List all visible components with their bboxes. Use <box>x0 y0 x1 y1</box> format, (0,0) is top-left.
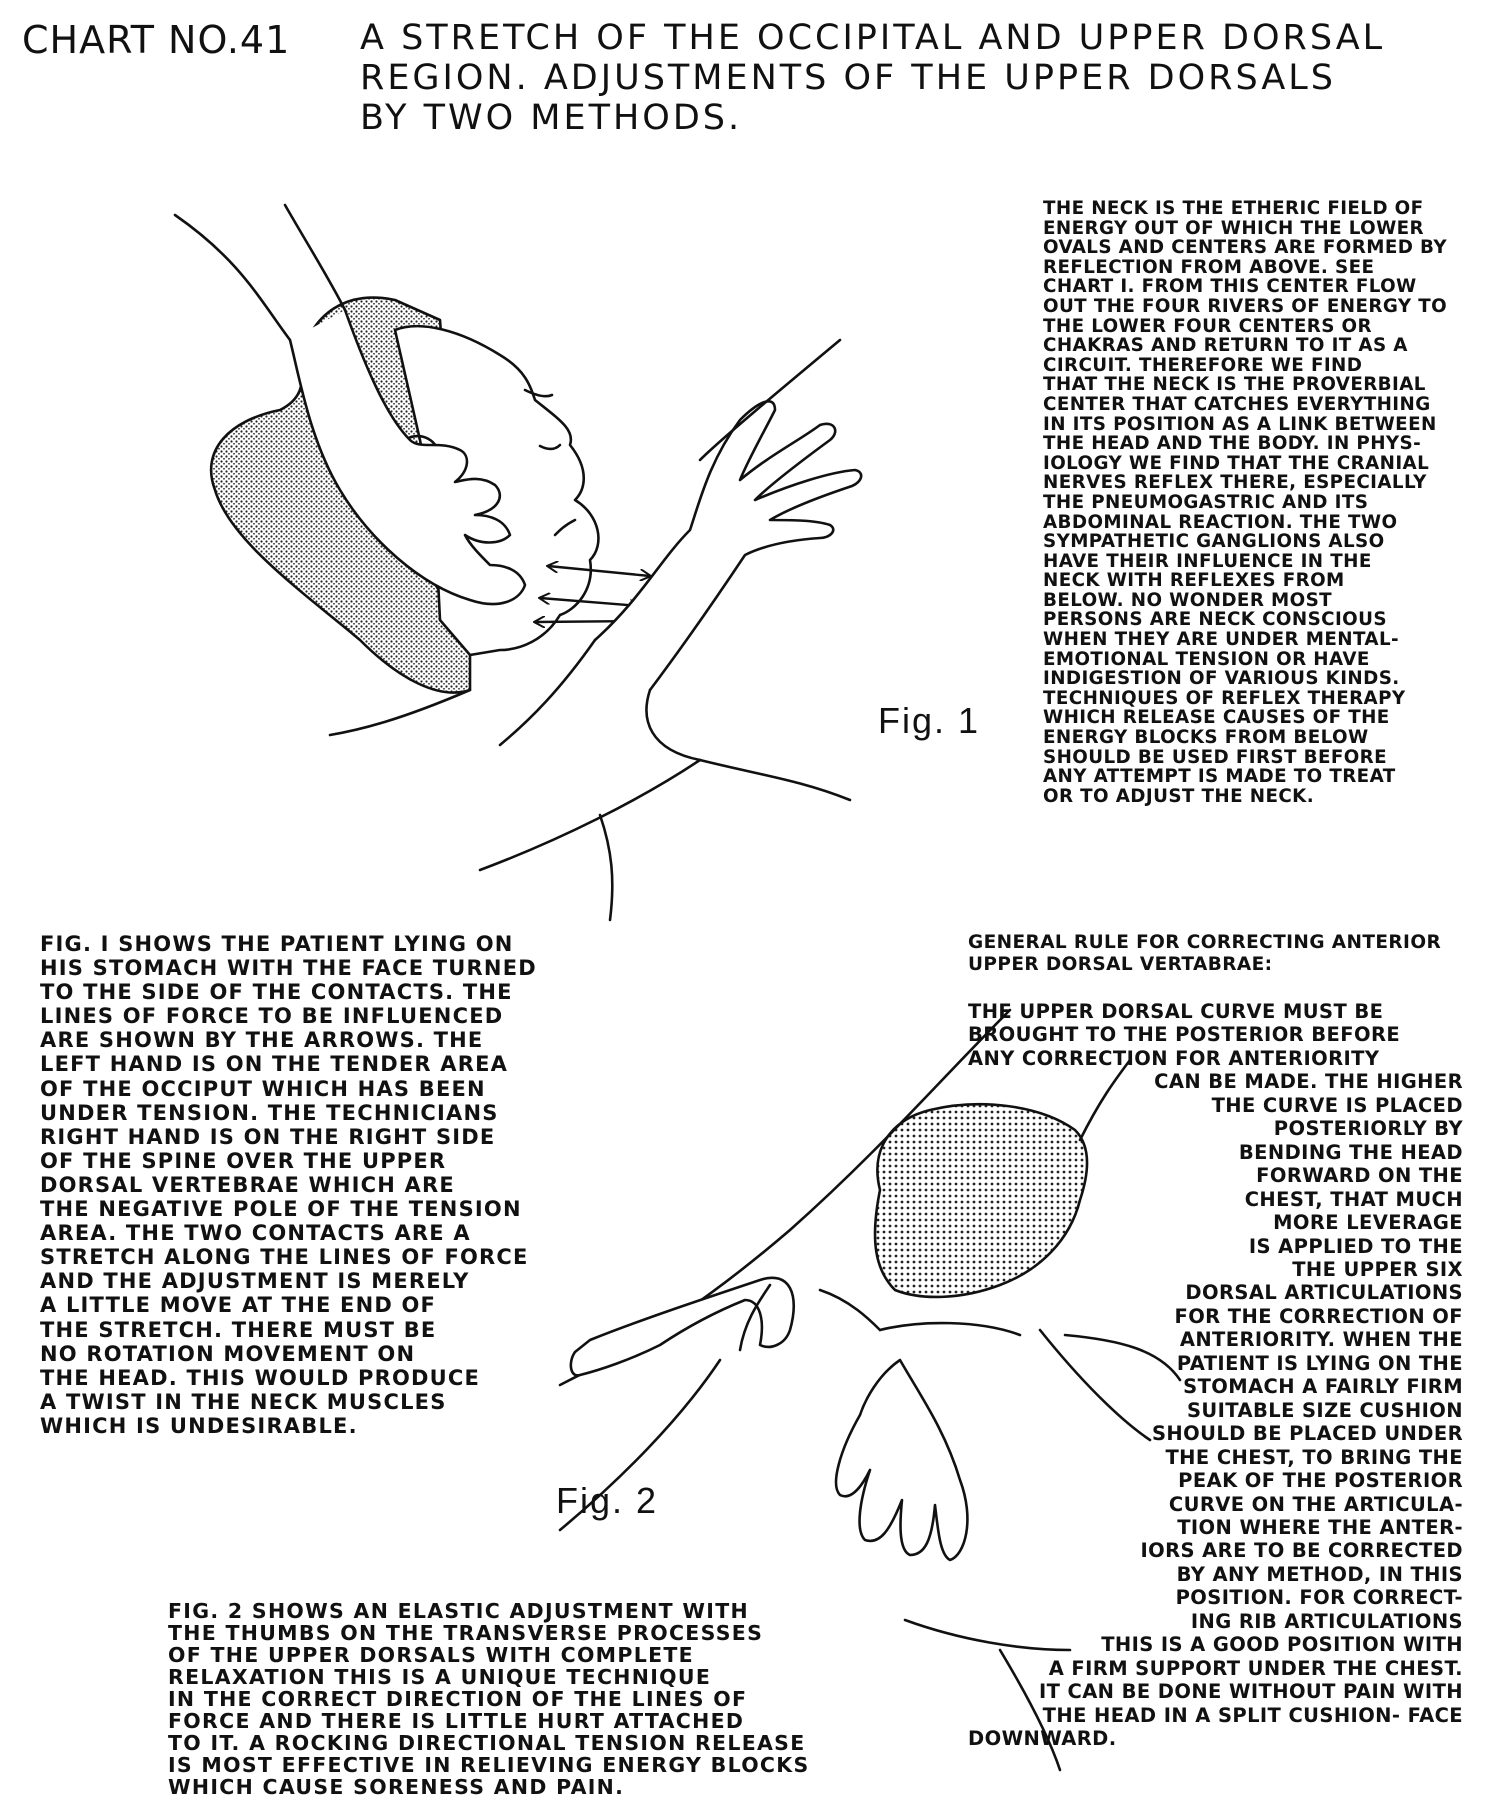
text-line: THE THUMBS ON THE TRANSVERSE PROCESSES <box>168 1621 764 1645</box>
general-rule-title <box>968 932 1441 976</box>
text-line: DORSAL ARTICULATIONS <box>1185 1281 1463 1305</box>
text-line: CURVE ON THE ARTICULA- <box>1168 1492 1463 1516</box>
text-line: FOR THE CORRECTION OF <box>1174 1304 1463 1328</box>
text-line: CENTER THAT CATCHES EVERYTHING <box>1043 393 1431 415</box>
text-line: A TWIST IN THE NECK MUSCLES <box>40 1389 447 1414</box>
text-line: IS APPLIED TO THE <box>1248 1234 1463 1258</box>
text-line: WHICH CAUSE SORENESS AND PAIN. <box>168 1775 625 1799</box>
text-line: OF THE UPPER DORSALS WITH COMPLETE <box>168 1643 694 1667</box>
text-line: CHART I. FROM THIS CENTER FLOW <box>1043 276 1417 298</box>
text-line: THE HEAD IN A SPLIT CUSHION- FACE <box>1042 1703 1463 1727</box>
text-line: A FIRM SUPPORT UNDER THE CHEST. <box>1048 1656 1463 1680</box>
text-line: BROUGHT TO THE POSTERIOR BEFORE <box>968 1023 1401 1047</box>
text-line: IORS ARE TO BE CORRECTED <box>1140 1539 1463 1563</box>
fig2-right-hand <box>836 1360 967 1560</box>
fig1-right-hand <box>595 401 861 690</box>
text-line: A LITTLE MOVE AT THE END OF <box>40 1293 437 1318</box>
text-line: ANY CORRECTION FOR ANTERIORITY <box>968 1046 1380 1070</box>
text-line: TO IT. A ROCKING DIRECTIONAL TENSION RELEASE <box>168 1731 806 1755</box>
text-line: THE HEAD. THIS WOULD PRODUCE <box>40 1365 481 1390</box>
chart-number: CHART NO.41 <box>22 18 291 62</box>
text-line: NECK WITH REFLEXES FROM <box>1043 570 1345 592</box>
text-line: POSTERIORLY BY <box>1273 1117 1463 1141</box>
text-line: THE CHEST, TO BRING THE <box>1165 1445 1463 1469</box>
neck-description <box>1043 199 1447 806</box>
page-title <box>360 18 1470 138</box>
general-rule-text <box>968 1000 1463 1751</box>
title-line: BY TWO METHODS. <box>360 98 743 138</box>
fig2-left-hand <box>571 1278 794 1376</box>
text-line: SHOULD BE USED FIRST BEFORE <box>1043 746 1388 768</box>
text-line: THE UPPER SIX <box>1292 1257 1463 1281</box>
text-line: ING RIB ARTICULATIONS <box>1190 1609 1463 1633</box>
text-line: STOMACH A FAIRLY FIRM <box>1183 1375 1463 1399</box>
text-line: INDIGESTION OF VARIOUS KINDS. <box>1043 668 1400 690</box>
text-line: FORCE AND THERE IS LITTLE HURT ATTACHED <box>168 1709 745 1733</box>
text-line: REFLECTION FROM ABOVE. SEE <box>1043 256 1375 278</box>
text-line: PATIENT IS LYING ON THE <box>1176 1351 1463 1375</box>
text-line: THE CURVE IS PLACED <box>1211 1093 1463 1117</box>
fig2-label: Fig. 2 <box>556 1480 659 1521</box>
text-line: CAN BE MADE. THE HIGHER <box>1154 1070 1463 1094</box>
text-line: THIS IS A GOOD POSITION WITH <box>1101 1633 1463 1657</box>
text-line: POSITION. FOR CORRECT- <box>1175 1586 1463 1610</box>
text-line: MORE LEVERAGE <box>1273 1211 1463 1235</box>
text-line: UPPER DORSAL VERTABRAE: <box>968 954 1273 975</box>
text-line: EMOTIONAL TENSION OR HAVE <box>1043 648 1370 670</box>
text-line: IN ITS POSITION AS A LINK BETWEEN <box>1043 413 1437 435</box>
text-line: THE NEGATIVE POLE OF THE TENSION <box>40 1197 522 1222</box>
text-line: CHEST, THAT MUCH <box>1244 1187 1463 1211</box>
fig1-label: Fig. 1 <box>878 700 981 741</box>
text-line: ENERGY BLOCKS FROM BELOW <box>1043 727 1369 749</box>
text-line: FORWARD ON THE <box>1256 1164 1463 1188</box>
title-line: A STRETCH OF THE OCCIPITAL AND UPPER DORSAL <box>360 18 1386 58</box>
text-line: NO ROTATION MOVEMENT ON <box>40 1341 416 1366</box>
text-line: IS MOST EFFECTIVE IN RELIEVING ENERGY BLOCKS <box>168 1753 810 1777</box>
text-line: WHICH RELEASE CAUSES OF THE <box>1043 707 1390 729</box>
text-line: TO THE SIDE OF THE CONTACTS. THE <box>40 980 513 1005</box>
fig1-illustration <box>175 205 861 920</box>
text-line: WHEN THEY ARE UNDER MENTAL- <box>1043 629 1400 651</box>
text-line: HAVE THEIR INFLUENCE IN THE <box>1043 550 1372 572</box>
text-line: PERSONS ARE NECK CONSCIOUS <box>1043 609 1387 631</box>
fig1-description <box>40 932 537 1438</box>
text-line: DORSAL VERTEBRAE WHICH ARE <box>40 1172 455 1197</box>
text-line: LINES OF FORCE TO BE INFLUENCED <box>40 1004 504 1029</box>
text-line: FIG. 2 SHOWS AN ELASTIC ADJUSTMENT WITH <box>168 1599 749 1623</box>
text-line: SYMPATHETIC GANGLIONS ALSO <box>1043 531 1385 553</box>
text-line: LEFT HAND IS ON THE TENDER AREA <box>40 1052 509 1077</box>
text-line: SHOULD BE PLACED UNDER <box>1151 1422 1463 1446</box>
text-line: ARE SHOWN BY THE ARROWS. THE <box>40 1028 484 1053</box>
text-line: ANY ATTEMPT IS MADE TO TREAT <box>1043 766 1396 788</box>
text-line: OF THE SPINE OVER THE UPPER <box>40 1148 447 1173</box>
text-line: ENERGY OUT OF WHICH THE LOWER <box>1043 217 1425 239</box>
text-line: TECHNIQUES OF REFLEX THERAPY <box>1043 687 1406 709</box>
text-line: RIGHT HAND IS ON THE RIGHT SIDE <box>40 1124 496 1149</box>
fig1-left-arm <box>175 215 290 340</box>
text-line: NERVES REFLEX THERE, ESPECIALLY <box>1043 472 1427 494</box>
text-line: AND THE ADJUSTMENT IS MERELY <box>40 1269 470 1294</box>
text-line: ABDOMINAL REACTION. THE TWO <box>1043 511 1398 533</box>
text-line: THAT THE NECK IS THE PROVERBIAL <box>1043 374 1426 396</box>
text-line: OVALS AND CENTERS ARE FORMED BY <box>1043 237 1448 259</box>
text-line: FIG. I SHOWS THE PATIENT LYING ON <box>40 932 514 956</box>
text-line: HIS STOMACH WITH THE FACE TURNED <box>40 956 537 981</box>
text-line: IN THE CORRECT DIRECTION OF THE LINES OF <box>168 1687 748 1711</box>
text-line: UNDER TENSION. THE TECHNICIANS <box>40 1100 499 1125</box>
text-line: IOLOGY WE FIND THAT THE CRANIAL <box>1043 452 1430 474</box>
text-line: SUITABLE SIZE CUSHION <box>1186 1398 1463 1422</box>
text-line: WHICH IS UNDESIRABLE. <box>40 1413 358 1438</box>
text-line: TION WHERE THE ANTER- <box>1177 1515 1463 1539</box>
text-line: AREA. THE TWO CONTACTS ARE A <box>40 1221 471 1246</box>
text-line: OR TO ADJUST THE NECK. <box>1043 785 1315 807</box>
text-line: THE HEAD AND THE BODY. IN PHYS- <box>1043 433 1422 455</box>
fig2-description <box>168 1600 810 1798</box>
text-line: CIRCUIT. THEREFORE WE FIND <box>1043 354 1363 376</box>
text-line: GENERAL RULE FOR CORRECTING ANTERIOR <box>968 932 1442 953</box>
text-line: BENDING THE HEAD <box>1238 1140 1463 1164</box>
text-line: OUT THE FOUR RIVERS OF ENERGY TO <box>1043 295 1448 317</box>
text-line: RELAXATION THIS IS A UNIQUE TECHNIQUE <box>168 1665 712 1689</box>
text-line: PEAK OF THE POSTERIOR <box>1178 1469 1463 1493</box>
text-line: THE LOWER FOUR CENTERS OR <box>1043 315 1372 337</box>
text-line: THE PNEUMOGASTRIC AND ITS <box>1043 491 1369 513</box>
text-line: BY ANY METHOD, IN THIS <box>1176 1562 1463 1586</box>
text-line: THE STRETCH. THERE MUST BE <box>40 1317 437 1342</box>
text-line: IT CAN BE DONE WITHOUT PAIN WITH <box>1038 1680 1463 1704</box>
text-line: ANTERIORITY. WHEN THE <box>1179 1328 1463 1352</box>
text-line: OF THE OCCIPUT WHICH HAS BEEN <box>40 1076 486 1101</box>
text-line: BELOW. NO WONDER MOST <box>1043 589 1333 611</box>
text-line: CHAKRAS AND RETURN TO IT AS A <box>1043 335 1408 357</box>
text-line: THE UPPER DORSAL CURVE MUST BE <box>968 1000 1384 1023</box>
text-line: STRETCH ALONG THE LINES OF FORCE <box>40 1245 529 1270</box>
text-line: THE NECK IS THE ETHERIC FIELD OF <box>1043 198 1424 219</box>
title-line: REGION. ADJUSTMENTS OF THE UPPER DORSALS <box>360 58 1336 98</box>
text-line: DOWNWARD. <box>968 1727 1117 1751</box>
